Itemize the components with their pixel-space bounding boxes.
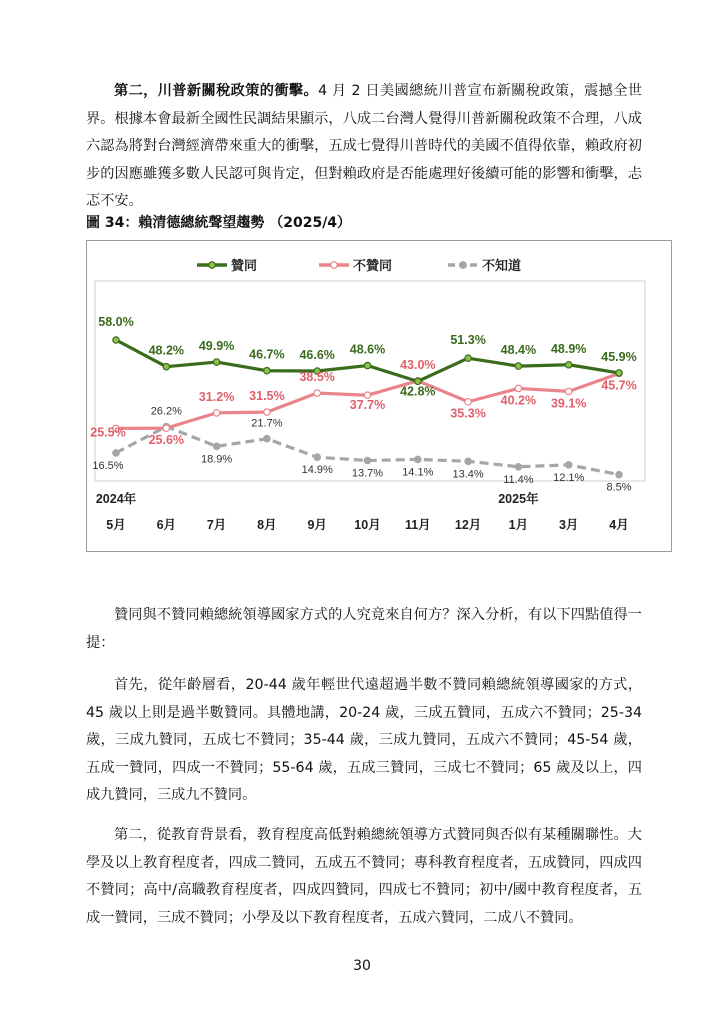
data-point-1-1 [163, 425, 169, 431]
plot-area-frame [95, 281, 645, 481]
x-tick-label-8: 1月 [508, 518, 529, 532]
data-label-2-8: 11.4% [503, 473, 534, 486]
data-label-1-3: 31.5% [249, 389, 285, 404]
data-label-1-5: 37.7% [349, 398, 386, 413]
data-label-2-2: 18.9% [200, 453, 233, 466]
data-label-2-5: 13.7% [351, 467, 384, 480]
legend-marker-2 [460, 262, 467, 269]
x-year-label-0: 2024年 [95, 492, 137, 506]
data-point-0-9 [566, 362, 572, 368]
data-point-2-8 [515, 464, 521, 470]
data-point-0-3 [264, 368, 270, 374]
data-point-2-3 [264, 436, 270, 442]
x-tick-label-7: 12月 [454, 518, 482, 532]
data-point-0-2 [213, 359, 219, 365]
data-point-0-1 [163, 363, 169, 369]
data-label-0-5: 48.6% [349, 342, 386, 357]
data-label-1-10: 45.7% [601, 378, 637, 393]
data-label-0-6: 42.8% [400, 384, 436, 399]
data-label-2-7: 13.4% [452, 468, 484, 481]
data-point-2-6 [415, 456, 421, 462]
figure-caption: 圖 34：賴清德總統聲望趨勢 （2025/4） [86, 215, 352, 231]
data-label-0-3: 46.7% [249, 347, 285, 362]
data-label-2-3: 21.7% [251, 417, 283, 430]
data-label-0-2: 49.9% [198, 339, 235, 354]
data-label-1-9: 39.1% [550, 396, 587, 411]
data-label-2-4: 14.9% [301, 464, 333, 477]
legend-marker-0 [209, 262, 216, 269]
data-label-1-8: 40.2% [500, 393, 537, 408]
x-tick-label-1: 6月 [156, 518, 177, 532]
page-number: 30 [353, 958, 371, 974]
data-point-2-4 [314, 454, 320, 460]
x-tick-label-2: 7月 [206, 518, 227, 532]
data-point-1-2 [213, 410, 219, 416]
legend-label-0: 贊同 [231, 258, 258, 273]
data-label-0-8: 48.4% [500, 343, 537, 358]
data-point-0-10 [616, 370, 622, 376]
data-point-2-10 [616, 471, 622, 477]
data-point-2-2 [213, 443, 219, 449]
data-label-2-10: 8.5% [606, 481, 632, 494]
x-tick-label-0: 5月 [106, 518, 126, 532]
x-tick-label-5: 10月 [354, 518, 381, 532]
data-label-1-2: 31.2% [198, 389, 235, 404]
paragraph-education: 第二，從教育背景看，教育程度高低對賴總統領導方式贊同與否似有某種關聯性。大學及以上教育程度者，四成二贊同，五成五不贊同；專科教育程度者，五成贊同，四成四不贊同；高中/高職教育程度者，四成四贊同，四成七不贊同；初中/國中教育程度者，五成一贊同，三成不贊同；小學及以下教育程度者，五成六贊同，二成八不贊同。 [86, 827, 642, 926]
data-label-0-1: 48.2% [148, 343, 185, 358]
data-point-2-7 [465, 458, 471, 464]
x-year-label-1: 2025年 [498, 492, 539, 506]
paragraph-body: 4 月 2 日美國總統川普宣布新關稅政策，震撼全世界。根據本會最新全國性民調結果顯示，八成二台灣人覺得川普新關稅政策不合理，八成六認為將對台灣經濟帶來重大的衝擊，五成七覺得川普時代的美國不值得依靠，賴政府初步的因應雖獲多數人民認可與肯定，但對賴政府是否能處理好後續可能的影響和衝擊，忐忑不安。 [86, 83, 642, 210]
data-point-0-8 [515, 363, 521, 369]
paragraph-tariff [86, 78, 642, 216]
data-label-2-9: 12.1% [553, 471, 585, 484]
data-point-2-0 [113, 450, 119, 456]
data-point-0-0 [113, 337, 119, 343]
paragraph-lead: 第二，川普新關稅政策的衝擊。 [114, 83, 319, 100]
data-label-1-1: 25.6% [148, 433, 185, 448]
x-tick-label-4: 9月 [307, 518, 327, 532]
approval-trend-chart [86, 240, 672, 552]
data-label-2-1: 26.2% [150, 405, 182, 418]
data-label-2-6: 14.1% [402, 466, 434, 479]
data-label-1-7: 35.3% [450, 406, 486, 421]
legend-label-1: 不贊同 [353, 258, 393, 273]
data-label-0-0: 58.0% [98, 315, 134, 329]
paragraph-intro: 贊同與不贊同賴總統領導國家方式的人究竟來自何方？深入分析，有以下四點值得一提： [86, 607, 642, 651]
data-label-1-4: 38.5% [299, 370, 335, 385]
data-point-1-7 [465, 399, 471, 405]
data-point-2-9 [566, 462, 572, 468]
data-label-1-0: 25.5% [90, 425, 126, 440]
x-tick-label-3: 8月 [257, 518, 277, 532]
legend-label-2: 不知道 [482, 258, 522, 273]
data-point-1-4 [314, 390, 320, 396]
chart-canvas [87, 241, 671, 551]
data-point-1-3 [264, 409, 270, 415]
data-point-2-5 [364, 457, 370, 463]
x-tick-label-10: 4月 [609, 518, 629, 532]
data-label-0-4: 46.6% [299, 348, 335, 363]
legend-marker-1 [331, 262, 338, 269]
data-point-1-8 [515, 385, 521, 391]
data-label-0-10: 45.9% [601, 349, 637, 364]
data-label-0-7: 51.3% [450, 333, 486, 348]
data-point-0-5 [364, 362, 370, 368]
data-label-2-0: 16.5% [92, 459, 124, 472]
data-label-0-9: 48.9% [550, 341, 587, 356]
x-tick-label-9: 3月 [558, 518, 579, 532]
data-label-1-6: 43.0% [400, 357, 436, 372]
x-tick-label-6: 11月 [404, 518, 431, 532]
data-point-0-7 [465, 355, 471, 361]
data-point-1-9 [566, 388, 572, 394]
paragraph-age: 首先，從年齡層看，20-44 歲年輕世代遠超過半數不贊同賴總統領導國家的方式，45 歲以上則是過半數贊同。具體地講，20-24 歲，三成五贊同，五成六不贊同；25-34 歲，三成九贊同，五成七不贊同；35-44 歲，三成九贊同，五成六不贊同；45-54 歲，五成一贊同，四成一不贊同；55-64 歲，五成三贊同，三成七不贊同；65 歲及以上，四成九贊同，三成九不贊同。 [86, 677, 642, 804]
